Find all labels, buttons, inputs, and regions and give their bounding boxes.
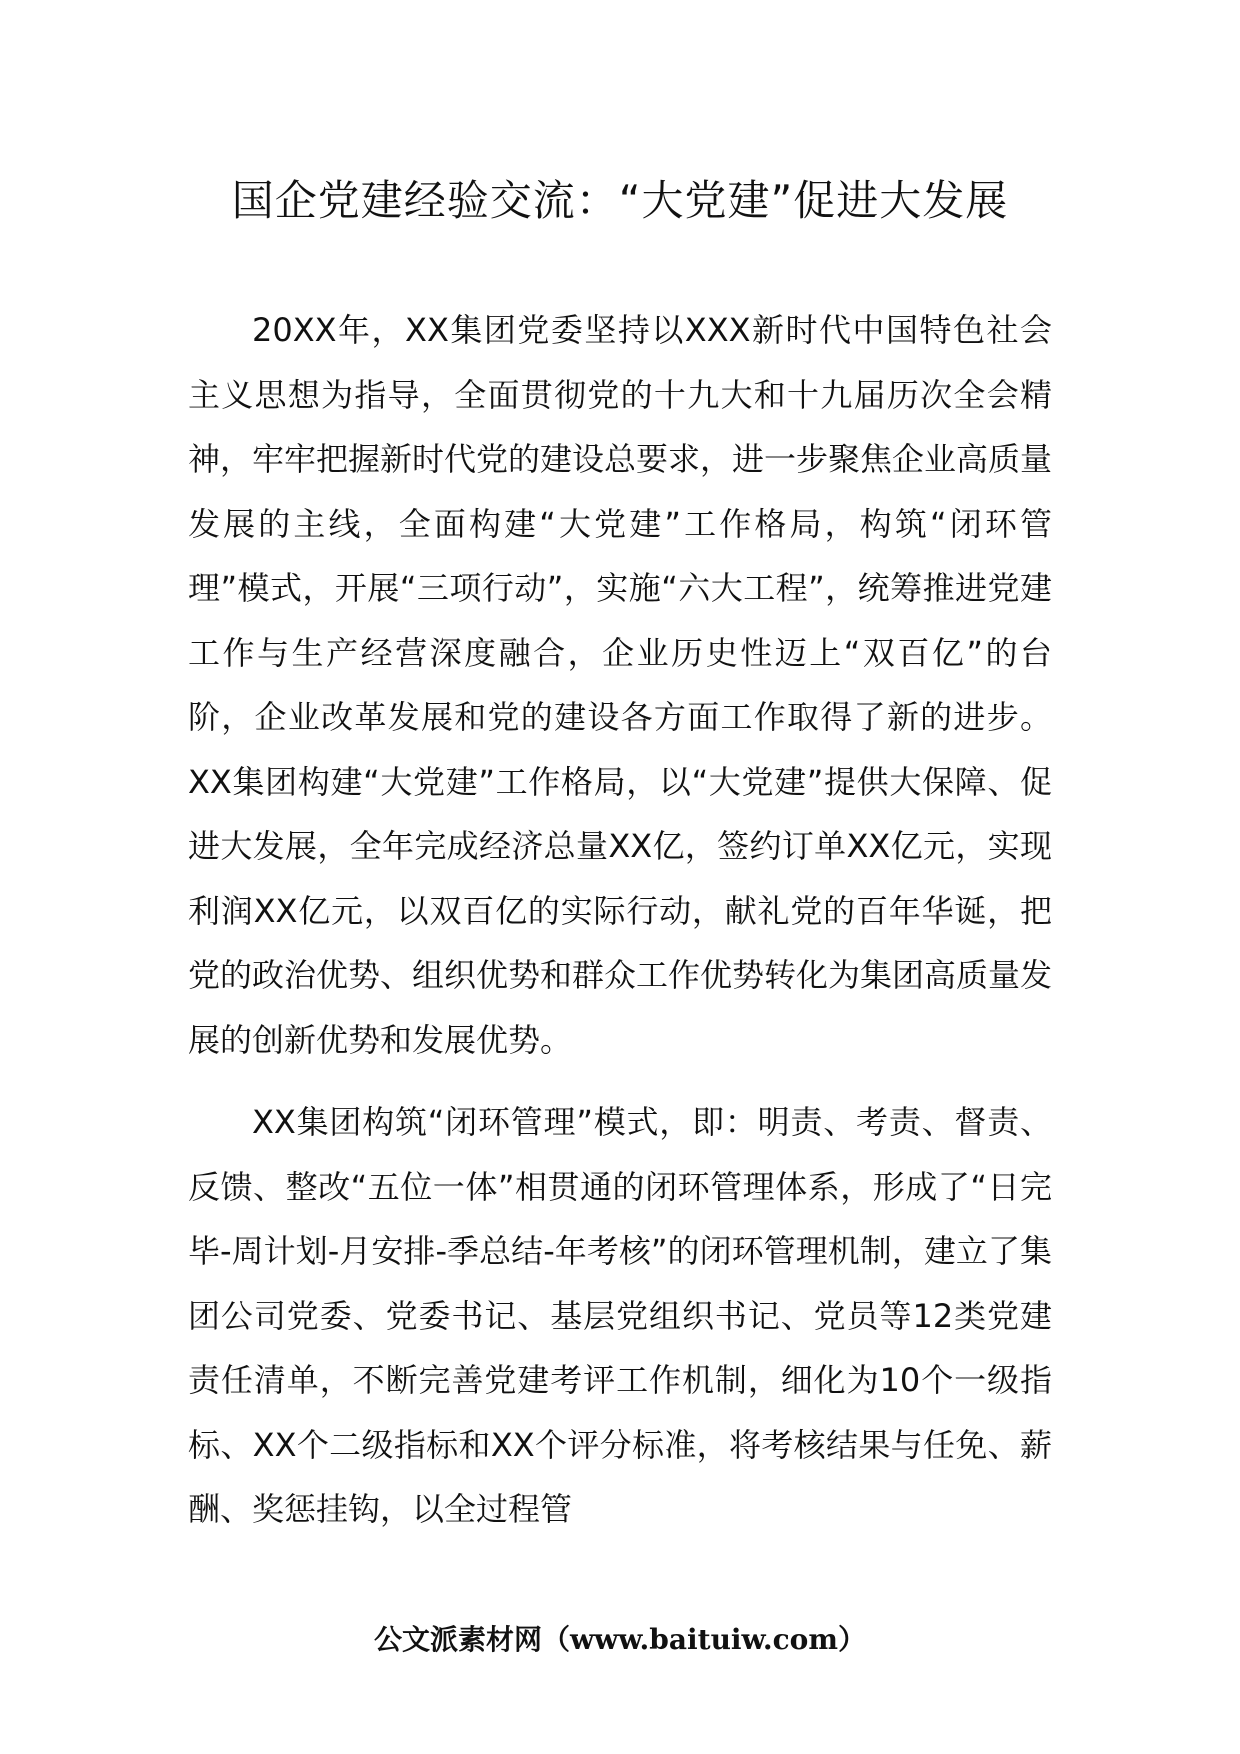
paragraph-1: 20XX年，XX集团党委坚持以XXX新时代中国特色社会主义思想为指导，全面贯彻党的十九大和十九届历次全会精神，牢牢把握新时代党的建设总要求，进一步聚焦企业高质量发展的主线，全面构建“大党建”工作格局，构筑“闭环管理”模式，开展“三项行动”，实施“六大工程”，统筹推进党建工作与生产经营深度融合，企业历史性迈上“双百亿”的台阶，企业改革发展和党的建设各方面工作取得了新的进步。XX集团构建“大党建”工作格局，以“大党建”提供大保障、促进大发展，全年完成经济总量XX亿，签约订单XX亿元，实现利润XX亿元，以双百亿的实际行动，献礼党的百年华诞，把党的政治优势、组织优势和群众工作优势转化为集团高质量发展的创新优势和发展优势。 (188, 311, 1053, 1059)
footer-watermark: 公文派素材网（www.baituiw.com） (374, 1623, 866, 1656)
document-body (188, 298, 1052, 1560)
paragraph-2: XX集团构筑“闭环管理”模式，即：明责、考责、督责、反馈、整改“五位一体”相贯通的闭环管理体系，形成了“日完毕-周计划-月安排-季总结-年考核”的闭环管理机制，建立了集团公司党委、党委书记、基层党组织书记、党员等12类党建责任清单，不断完善党建考评工作机制，细化为10个一级指标、XX个二级指标和XX个评分标准，将考核结果与任免、薪酬、奖惩挂钩，以全过程管 (188, 1103, 1052, 1528)
document-title: 国企党建经验交流：“大党建”促进大发展 (231, 176, 1009, 225)
